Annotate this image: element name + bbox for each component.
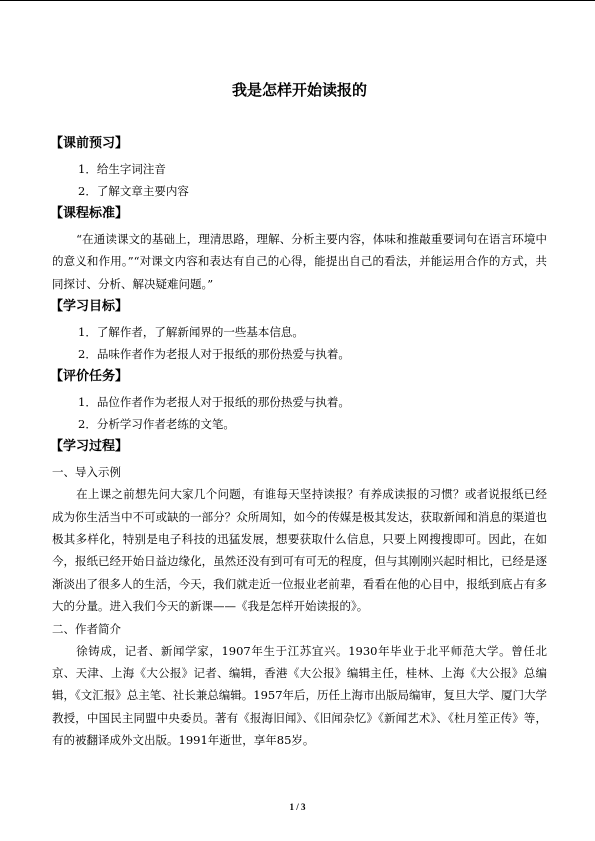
header-rule — [0, 0, 595, 1]
task-item: 1．品位作者作为老报人对于报纸的那份热爱与执着。 — [78, 395, 350, 410]
section-heading-goals: 【学习目标】 — [50, 299, 129, 315]
page-number: 1 / 3 — [289, 802, 306, 812]
process-part1-heading: 一、导入示例 — [52, 465, 121, 480]
section-heading-standard: 【课程标准】 — [50, 206, 129, 221]
preview-item: 2．了解文章主要内容 — [78, 184, 189, 198]
section-heading-preview: 【课前预习】 — [50, 136, 129, 151]
process-part2-text: 徐铸成，记者、新闻学家，1907年生于江苏宜兴。1930年毕业于北平师范大学。曾任北京、天津、上海《大公报》记者、编辑，香港《大公报》编辑主任，桂林、上海《大公报》总编辑，《文汇报》总主笔、社长兼总编辑。1957年后，历任上海市出版局编审，复旦大学、厦门大学教授，中国民主同盟中央委员。著有《报海旧闻》、《旧闻杂忆》《新闻艺术》、《杜月笙正传》等，有的被翻译成外文出版。1991年逝世，享年85岁。 — [52, 643, 548, 748]
section-heading-tasks: 【评价任务】 — [50, 369, 129, 385]
preview-item: 1．给生字词注音 — [78, 162, 166, 176]
document-page — [52, 78, 547, 752]
goal-item: 1．了解作者，了解新闻界的一些基本信息。 — [78, 325, 304, 340]
goal-item: 2．品味作者作为老报人对于报纸的那份热爱与执着。 — [78, 347, 350, 362]
document-title: 我是怎样开始读报的 — [231, 81, 367, 99]
process-part1-text: 在上课之前想先问大家几个问题，有谁每天坚持读报？有养成读报的习惯？或者说报纸已经成为你生活当中不可或缺的一部分？众所周知，如今的传媒是极其发达，获取新闻和消息的渠道也极其多样化，特别是电子科技的迅猛发展，想要获取什么信息，只要上网搜搜即可。因此，在如今，报纸已经开始日益边缘化，虽然还没有到可有可无的程度，但与其刚刚兴起时相比，已经是逐渐淡出了很多人的生活，今天，我们就走近一位报业老前辈，看看在他的心目中，报纸到底占有多大的分量。进入我们今天的新课——《我是怎样开始读报的》。 — [52, 487, 547, 614]
standard-paragraph: “在通读课文的基础上，理清思路，理解、分析主要内容，体味和推敲重要词句在语言环境中的意义和作用。”“对课文内容和表达有自己的心得，能提出自己的看法，并能运用合作的方式，共同探讨、分析、解决疑难问题。” — [52, 232, 547, 291]
process-part2-heading: 二、作者简介 — [52, 621, 121, 636]
section-heading-process: 【学习过程】 — [50, 439, 129, 455]
task-item: 2．分析学习作者老练的文笔。 — [78, 417, 235, 432]
